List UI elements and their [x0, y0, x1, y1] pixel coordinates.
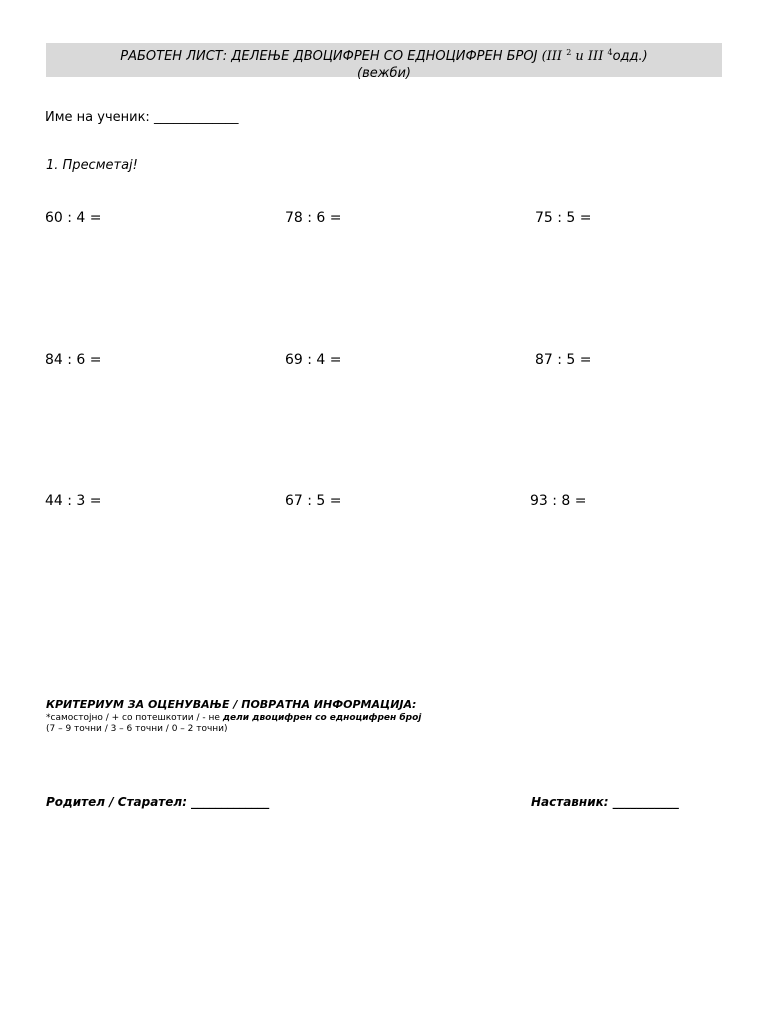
problem-2: 78 : 6 =: [285, 210, 342, 226]
problem-9: 93 : 8 =: [530, 493, 587, 509]
problem-3: 75 : 5 =: [535, 210, 592, 226]
problem-8: 67 : 5 =: [285, 493, 342, 509]
criteria-scale: (7 – 9 точни / 3 – 6 точни / 0 – 2 точни): [46, 724, 228, 734]
criteria-legend-skill: дели двоцифрен со едноцифрен број: [222, 713, 422, 723]
criteria-legend: [46, 713, 421, 723]
student-name-line: Име на ученик: _____________: [45, 110, 239, 125]
task-title: 1. Пресметај!: [46, 158, 138, 173]
problem-1: 60 : 4 =: [45, 210, 102, 226]
problem-7: 44 : 3 =: [45, 493, 102, 509]
grade-suffix: одд.): [612, 49, 648, 64]
problem-5: 69 : 4 =: [285, 352, 342, 368]
criteria-title: КРИТЕРИУМ ЗА ОЦЕНУВАЊЕ / ПОВРАТНА ИНФОРМАЦИЈА:: [46, 698, 417, 711]
parent-signature-line: Родител / Старател: _____________: [46, 795, 270, 809]
grade-label: (III $^2$ и III $^4$: [541, 48, 613, 64]
criteria-legend-plain: *самостојно / + со потешкотии / - не: [46, 713, 220, 723]
worksheet-title: РАБОТЕН ЛИСТ: ДЕЛЕЊЕ ДВОЦИФРЕН СО ЕДНОЦИФРЕН БРОЈ: [120, 49, 538, 64]
worksheet-subtitle: (вежби): [357, 66, 411, 81]
teacher-signature-line: Наставник: ___________: [531, 795, 679, 809]
worksheet-header: [46, 43, 722, 81]
problem-6: 87 : 5 =: [535, 352, 592, 368]
problem-4: 84 : 6 =: [45, 352, 102, 368]
worksheet-title-line: [46, 44, 722, 66]
